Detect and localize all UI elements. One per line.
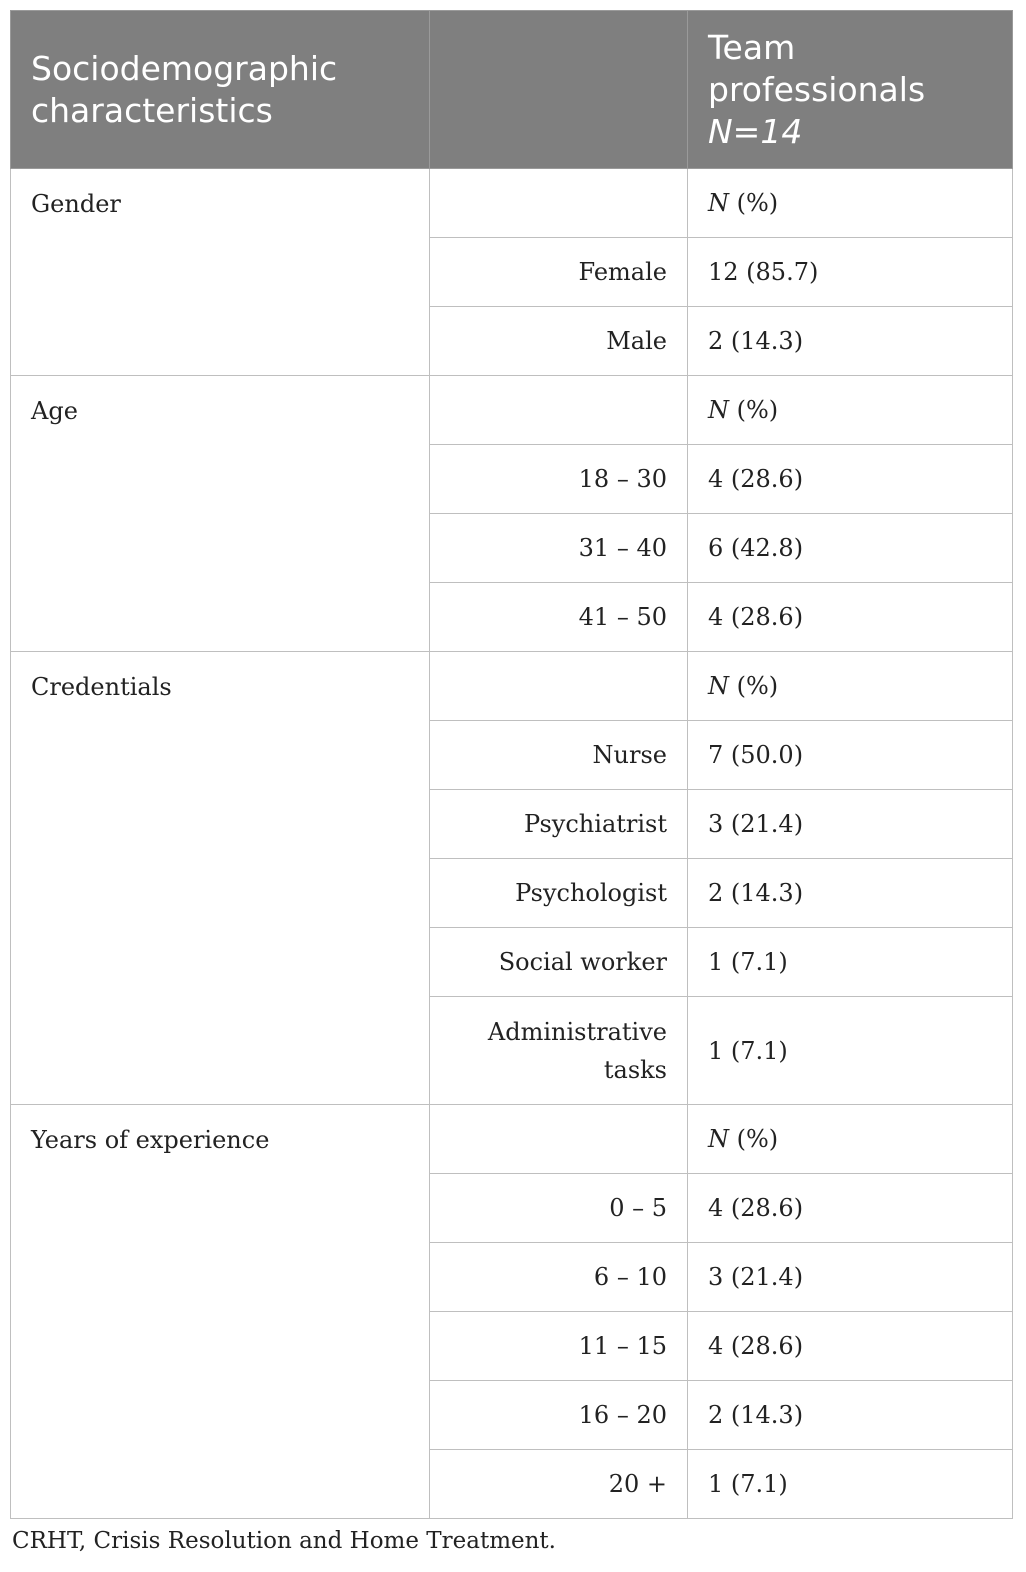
table-container [10, 10, 1012, 1519]
unit-rest: (%) [729, 189, 779, 217]
table-row [11, 1105, 1013, 1174]
value-cell: 12 (85.7) [688, 238, 1013, 307]
subcategory-cell [430, 652, 688, 721]
subcategory-cell: 16 – 20 [430, 1381, 688, 1450]
value-cell: 2 (14.3) [688, 1381, 1013, 1450]
group-label-credentials: Credentials [11, 652, 430, 1105]
unit-rest: (%) [729, 396, 779, 424]
unit-cell [688, 169, 1013, 238]
subcategory-cell: Psychiatrist [430, 790, 688, 859]
group-label-gender: Gender [11, 169, 430, 376]
value-cell: 1 (7.1) [688, 928, 1013, 997]
subcategory-cell: Female [430, 238, 688, 307]
value-cell: 2 (14.3) [688, 859, 1013, 928]
table-row [11, 652, 1013, 721]
subcategory-cell: 31 – 40 [430, 514, 688, 583]
header-team-professionals [688, 11, 1013, 169]
subcategory-cell [430, 376, 688, 445]
subcategory-cell: 11 – 15 [430, 1312, 688, 1381]
value-cell: 3 (21.4) [688, 790, 1013, 859]
table-row [11, 376, 1013, 445]
group-label-experience: Years of experience [11, 1105, 430, 1519]
value-cell: 4 (28.6) [688, 445, 1013, 514]
unit-n: N [708, 189, 729, 217]
header-sample-size: N=14 [708, 111, 803, 151]
value-cell: 7 (50.0) [688, 721, 1013, 790]
subcategory-cell: Psychologist [430, 859, 688, 928]
subcategory-cell: 6 – 10 [430, 1243, 688, 1312]
table-row [11, 169, 1013, 238]
subcategory-cell: 18 – 30 [430, 445, 688, 514]
unit-n: N [708, 1125, 729, 1153]
header-subcategory [430, 11, 688, 169]
sociodemographic-table [10, 10, 1013, 1519]
value-cell: 3 (21.4) [688, 1243, 1013, 1312]
subcategory-cell: 41 – 50 [430, 583, 688, 652]
group-label-age: Age [11, 376, 430, 652]
unit-cell [688, 1105, 1013, 1174]
subcategory-cell [430, 169, 688, 238]
header-characteristics: Sociodemographic characteristics [11, 11, 430, 169]
value-cell: 4 (28.6) [688, 583, 1013, 652]
unit-cell [688, 652, 1013, 721]
unit-rest: (%) [729, 1125, 779, 1153]
value-cell: 1 (7.1) [688, 997, 1013, 1105]
subcategory-cell: 0 – 5 [430, 1174, 688, 1243]
unit-cell [688, 376, 1013, 445]
value-cell: 4 (28.6) [688, 1174, 1013, 1243]
value-cell: 6 (42.8) [688, 514, 1013, 583]
unit-rest: (%) [729, 672, 779, 700]
subcategory-cell: 20 + [430, 1450, 688, 1519]
subcategory-cell: Social worker [430, 928, 688, 997]
value-cell: 2 (14.3) [688, 307, 1013, 376]
subcategory-cell [430, 1105, 688, 1174]
value-cell: 4 (28.6) [688, 1312, 1013, 1381]
header-row [11, 11, 1013, 169]
value-cell: 1 (7.1) [688, 1450, 1013, 1519]
subcategory-cell: Male [430, 307, 688, 376]
subcategory-cell: Administrative tasks [430, 997, 688, 1105]
subcategory-cell: Nurse [430, 721, 688, 790]
unit-n: N [708, 672, 729, 700]
header-team-label: Team professionals [708, 27, 926, 109]
table-footnote: CRHT, Crisis Resolution and Home Treatment. [12, 1528, 556, 1554]
unit-n: N [708, 396, 729, 424]
